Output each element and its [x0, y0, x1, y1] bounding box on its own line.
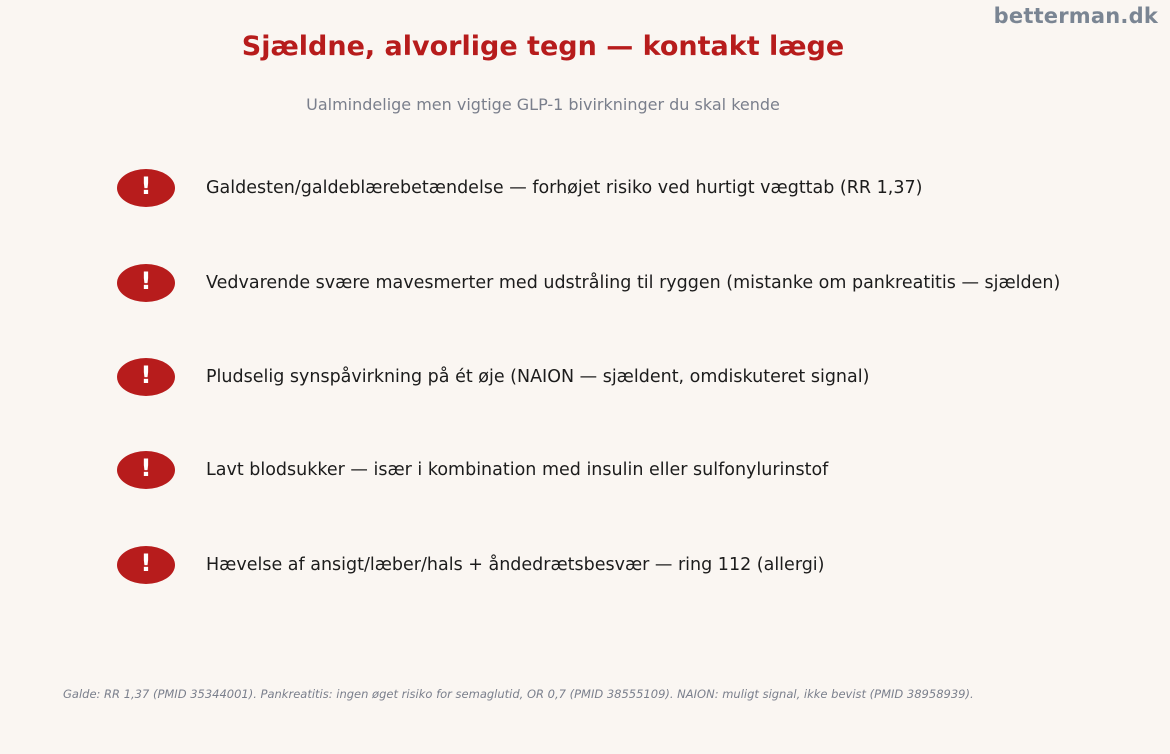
warning-sign-text: Lavt blodsukker — især i kombination med insulin eller sulfonylurinstof — [206, 460, 829, 480]
page-subtitle: Ualmindelige men vigtige GLP-1 bivirkninger du skal kende — [306, 95, 780, 114]
exclamation-icon: ! — [117, 546, 175, 584]
warning-sign-text: Galdesten/galdeblærebetændelse — forhøjet risiko ved hurtigt vægttab (RR 1,37) — [206, 178, 923, 198]
exclamation-icon: ! — [117, 264, 175, 302]
source-footnote: Galde: RR 1,37 (PMID 35344001). Pankreatitis: ingen øget risiko for semaglutid, OR 0,7 (PMID 38555109). NAION: muligt signal, ikke bevist (PMID 38958939). — [63, 687, 974, 701]
brand-logo-text: betterman.dk — [993, 4, 1158, 28]
warning-sign-item — [117, 263, 1060, 303]
warning-sign-item — [117, 357, 869, 397]
exclamation-icon: ! — [117, 451, 175, 489]
exclamation-icon: ! — [117, 169, 175, 207]
page-title: Sjældne, alvorlige tegn — kontakt læge — [241, 31, 845, 62]
exclamation-icon: ! — [117, 358, 175, 396]
warning-sign-item — [117, 450, 828, 490]
warning-sign-item — [117, 168, 922, 208]
warning-sign-text: Vedvarende svære mavesmerter med udstråling til ryggen (mistanke om pankreatitis — sjælden) — [206, 273, 1061, 293]
warning-sign-text: Pludselig synspåvirkning på ét øje (NAION — sjældent, omdiskuteret signal) — [206, 367, 870, 387]
warning-sign-text: Hævelse af ansigt/læber/hals + åndedrætsbesvær — ring 112 (allergi) — [206, 555, 825, 575]
warning-sign-item — [117, 545, 825, 585]
